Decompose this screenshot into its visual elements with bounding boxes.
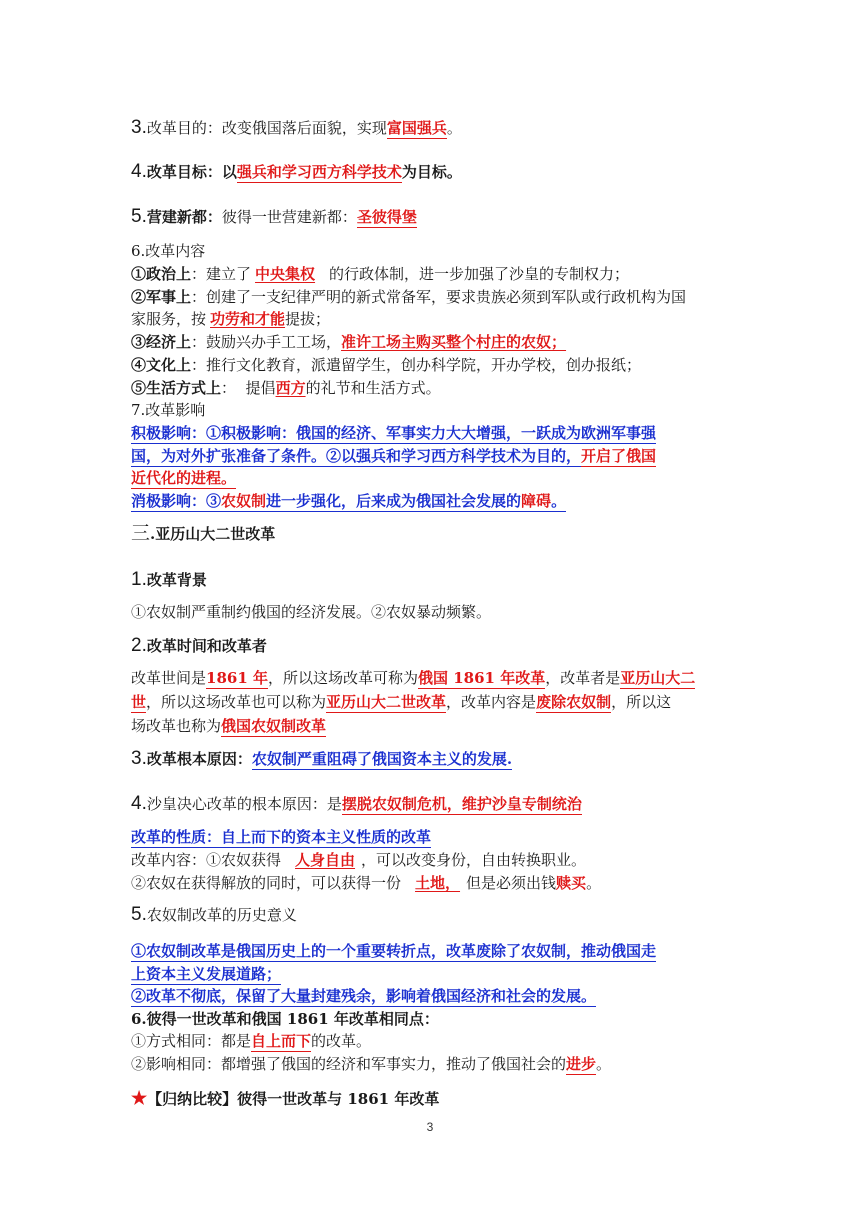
content-military-cont (131, 309, 330, 329)
item-text: 彼得一世营建新都： (221, 208, 357, 226)
item-text: 农奴制改革的历史意义 (146, 906, 297, 924)
impact-text: 。 (551, 492, 567, 510)
nature-text: 改革的性质：自上而下的资本主义性质的改革 (131, 828, 432, 846)
item-number: 4. (131, 793, 147, 814)
impact-highlight: 农奴制 (221, 492, 267, 510)
answer-blank: 强兵和学习西方科学技术 (236, 163, 402, 181)
item-text: 提拔； (285, 310, 331, 328)
significance-text: 上资本主义发展道路； (131, 965, 282, 983)
impact-highlight: 开启了俄国 (581, 447, 657, 465)
item-text: 。 (596, 1055, 612, 1073)
item-4 (131, 162, 462, 182)
answer-blank: 世 (131, 693, 147, 711)
item-number: 3. (131, 748, 147, 769)
significance-text: ②改革不彻底，保留了大量封建残余，影响着俄国经济和社会的发展。 (131, 987, 597, 1005)
impact-text: 积极影响：①积极影响：俄国的经济、军事实力大大增强，一跃成为欧洲军事强 (131, 424, 657, 442)
content-culture (131, 355, 641, 375)
section-title: .亚历山大二世改革 (150, 525, 276, 543)
item-text: 改革内容：①农奴获得 (131, 851, 282, 869)
answer-blank: 亚历山大二世改革 (326, 693, 447, 711)
item-number: 1. (131, 569, 147, 590)
impact-positive-line-1 (131, 423, 656, 443)
item-heading: ④文化上 (131, 356, 192, 374)
answer-blank: 俄国农奴制改革 (221, 717, 327, 735)
answer-blank: 中央集权 (255, 265, 316, 283)
item-number: 2. (131, 635, 147, 656)
item-heading: 改革背景 (146, 571, 207, 589)
section-6-title: 6.改革内容 (131, 242, 206, 260)
item-text: ②影响相同：都增强了俄国的经济和军事实力，推动了俄国社会的 (131, 1055, 567, 1073)
item-text: ： 提倡 (221, 379, 276, 397)
a-item-2-line-1 (131, 668, 695, 688)
answer-blank: 圣彼得堡 (356, 208, 417, 226)
answer-blank: 功劳和才能 (210, 310, 286, 328)
item-heading: 改革时间和改革者 (146, 637, 267, 655)
item-heading: ⑤生活方式上 (131, 379, 222, 397)
item-text: 。 (446, 119, 462, 137)
answer-blank: 准许工场主购买整个村庄的农奴； (341, 333, 567, 351)
answer-blank: 西方 (275, 379, 306, 397)
answer-blank: 人身自由 (295, 851, 356, 869)
item-text: 改革世间是 (131, 669, 207, 687)
item-text: ：鼓励兴办手工工场， (191, 333, 342, 351)
item-text: ，改革内容是 (446, 693, 537, 711)
significance-line-3 (131, 986, 596, 1006)
answer-blank: 亚历山大二 (620, 669, 696, 687)
answer-blank: 自上而下 (251, 1032, 312, 1050)
item-heading: ①政治上 (131, 265, 192, 283)
impact-text: 消极影响：③ (131, 492, 222, 510)
item-text: 的礼节和生活方式。 (305, 379, 441, 397)
a-item-6-title: 6.彼得一世改革和俄国 1861 年改革相同点： (131, 1010, 439, 1028)
item-text: ，可以改变身份，自由转换职业。 (361, 851, 587, 869)
summary-heading (131, 1089, 439, 1109)
a-item-2 (131, 636, 267, 656)
answer-blank: 摆脱农奴制危机，维护沙皇专制统治 (341, 795, 582, 813)
a-item-3 (131, 749, 512, 769)
content-lifestyle (131, 378, 441, 398)
similarity-method (131, 1031, 371, 1051)
item-text: ②农奴在获得解放的同时，可以获得一份 (131, 874, 402, 892)
answer-blank: 废除农奴制 (536, 693, 612, 711)
a-item-2-line-2 (131, 692, 671, 712)
item-text: ，所以这场改革也可以称为 (146, 693, 327, 711)
answer-blank: 农奴制严重阻碍了俄国资本主义的发展. (251, 750, 513, 768)
impact-highlight: 近代化的进程。 (131, 469, 237, 487)
item-heading: 改革根本原因： (146, 750, 252, 768)
answer-blank: 进步 (566, 1055, 597, 1073)
summary-title: 【归纳比较】彼得一世改革与 1861 年改革 (147, 1090, 440, 1108)
impact-positive-line-3 (131, 468, 236, 488)
item-text: 家服务，按 (131, 310, 207, 328)
reform-content-2 (131, 873, 601, 893)
section-3-heading (131, 524, 275, 544)
impact-highlight: 障碍 (521, 492, 552, 510)
item-text: 的改革。 (311, 1032, 372, 1050)
item-text: 的行政体制，进一步加强了沙皇的专制权力； (329, 265, 630, 283)
impact-text: 进一步强化，后来成为俄国社会发展的 (266, 492, 522, 510)
item-heading: ②军事上 (131, 288, 192, 306)
item-text: ，所以这场改革可称为 (268, 669, 419, 687)
a-item-4 (131, 794, 582, 814)
item-text: ：推行文化教育，派遣留学生，创办科学院，开办学校，创办报纸； (191, 356, 642, 374)
answer-blank: 1861 年 (206, 669, 268, 687)
significance-text: ①农奴制改革是俄国历史上的一个重要转折点，改革废除了农奴制，推动俄国走 (131, 942, 657, 960)
item-number: 3. (131, 117, 147, 138)
a-item-2-line-3 (131, 716, 326, 736)
a-item-1-body: ①农奴制严重制约俄国的经济发展。②农奴暴动频繁。 (131, 603, 492, 621)
a-item-1 (131, 570, 207, 590)
answer-blank: 俄国 1861 年改革 (418, 669, 546, 687)
item-text: 沙皇决心改革的根本原因：是 (146, 795, 342, 813)
impact-negative (131, 491, 566, 511)
item-text: ①方式相同：都是 (131, 1032, 252, 1050)
answer-highlight: 赎买 (556, 874, 587, 892)
item-text: 但是必须出钱 (466, 874, 557, 892)
item-text: 改革目的：改变俄国落后面貌，实现 (146, 119, 387, 137)
reform-content-1 (131, 850, 586, 870)
section-number: 三 (131, 523, 151, 544)
item-number: 4. (131, 161, 147, 182)
impact-text: 国，为对外扩张准备了条件。②以强兵和学习西方科学技术为目的， (131, 447, 582, 465)
item-text: 。 (586, 874, 602, 892)
item-text: ，所以这 (611, 693, 672, 711)
item-text: ：创建了一支纪律严明的新式常备军，要求贵族必须到军队或行政机构为国 (191, 288, 687, 306)
impact-positive-line-2 (131, 446, 656, 466)
item-text: 场改革也称为 (131, 717, 222, 735)
significance-line-2 (131, 964, 281, 984)
page-number: 3 (426, 1120, 434, 1134)
item-text: 改革目标：以 (146, 163, 237, 181)
a-item-5 (131, 905, 297, 925)
content-economy (131, 332, 566, 352)
content-politics (131, 264, 629, 284)
similarity-impact (131, 1054, 611, 1074)
item-number: 5. (131, 206, 147, 227)
item-text: ，改革者是 (545, 669, 621, 687)
significance-line-1 (131, 941, 656, 961)
item-3 (131, 118, 462, 138)
item-heading: ③经济上 (131, 333, 192, 351)
item-text: 为目标。 (401, 163, 462, 181)
item-5 (131, 207, 417, 227)
content-military (131, 287, 686, 307)
answer-blank: 土地， (415, 874, 461, 892)
reform-nature (131, 827, 431, 847)
star-icon: ★ (131, 1088, 148, 1109)
item-heading: 营建新都： (146, 208, 222, 226)
answer-blank: 富国强兵 (386, 119, 447, 137)
section-7-title: 7.改革影响 (131, 401, 206, 419)
item-number: 5. (131, 904, 147, 925)
item-text: ：建立了 (191, 265, 252, 283)
